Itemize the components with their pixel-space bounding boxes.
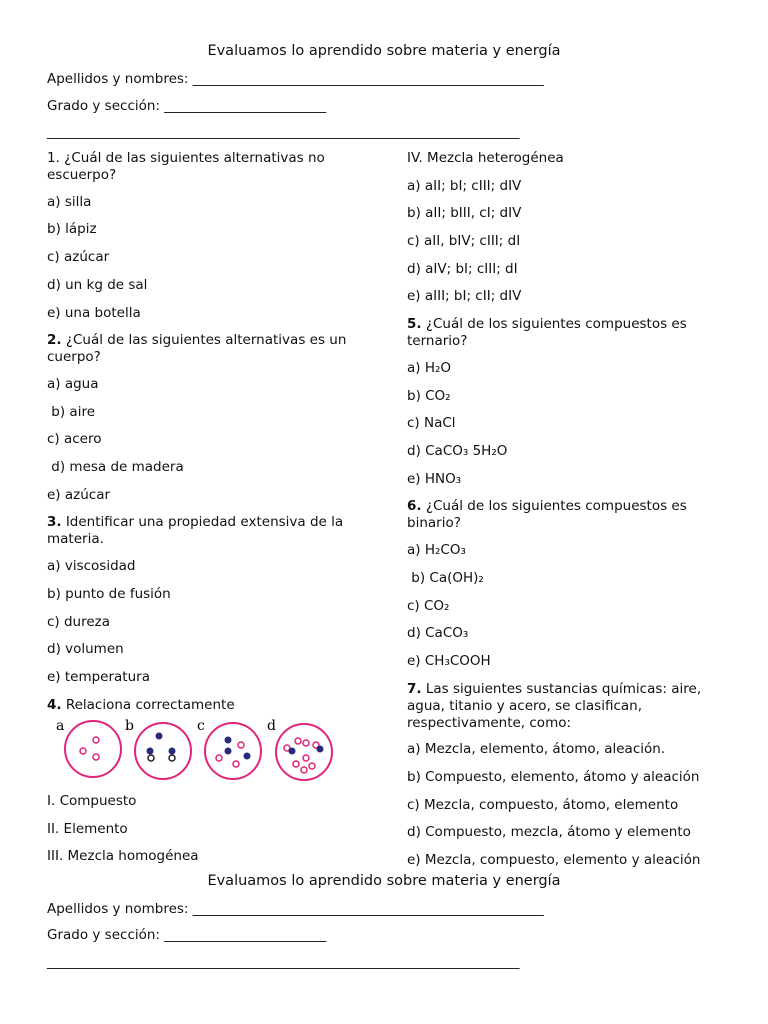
question-3 <box>47 514 357 548</box>
q1-option-e: e) una botella <box>47 304 141 321</box>
q4-option-a: a) aII; bI; cIII; dIV <box>407 177 522 194</box>
grade-field-line: Grado y sección: ________________________ <box>47 98 327 114</box>
q7-option-d: d) Compuesto, mezcla, átomo y elemento <box>407 824 691 841</box>
q7-option-b: b) Compuesto, elemento, átomo y aleación <box>407 769 700 786</box>
grade-field-line-repeat: Grado y sección: ________________________ <box>47 927 327 943</box>
diagram-label-d: d <box>267 718 276 734</box>
question-text: Identificar una propiedad extensiva de la materia. <box>47 514 344 548</box>
divider-rule: ______________________________________________________________________ <box>47 124 520 140</box>
question-number: 5. <box>407 316 422 333</box>
question-number: 4. <box>47 696 62 713</box>
q5-option-b: b) CO₂ <box>407 387 451 404</box>
q6-option-c: c) CO₂ <box>407 597 450 614</box>
q3-option-a: a) viscosidad <box>47 558 136 575</box>
diagram-label-b: b <box>125 718 134 734</box>
question-number: 7. <box>407 680 422 697</box>
question-1 <box>47 150 357 184</box>
q6-option-e: e) CH₃COOH <box>407 652 491 669</box>
q4-option-c: c) aII, bIV; cIII; dI <box>407 233 521 250</box>
q4-option-e: e) aIII; bI; cII; dIV <box>407 288 522 305</box>
right-column <box>407 150 737 880</box>
question-6 <box>407 498 737 532</box>
question-text: ¿Cuál de los siguientes compuestos es binario? <box>407 498 687 532</box>
question-7 <box>407 681 737 732</box>
question-2 <box>47 332 357 366</box>
q4-item-2: II. Elemento <box>47 820 128 837</box>
q4-item-4: IV. Mezcla heterogénea <box>407 150 564 166</box>
q3-option-e: e) temperatura <box>47 669 150 686</box>
question-number: 1. <box>47 150 60 166</box>
q1-option-b: b) lápiz <box>47 221 97 238</box>
question-5 <box>407 316 737 350</box>
q6-option-d: d) CaCO₃ <box>407 625 469 642</box>
question-number: 6. <box>407 498 422 515</box>
q4-items <box>47 793 357 876</box>
name-field-line: Apellidos y nombres: ____________________________________________________ <box>47 71 544 87</box>
question-number: 2. <box>47 332 62 349</box>
q2-option-c: c) acero <box>47 431 102 448</box>
divider-rule-repeat: ______________________________________________________________________ <box>47 954 520 970</box>
q4-item-1: I. Compuesto <box>47 793 137 809</box>
q1-option-c: c) azúcar <box>47 249 110 266</box>
q7-option-c: c) Mezcla, compuesto, átomo, elemento <box>407 796 679 813</box>
question-text: Las siguientes sustancias químicas: aire, agua, titanio y acero, se clasifican, respectivamente, como: <box>407 680 702 731</box>
q2-option-b: b) aire <box>47 403 96 420</box>
circle-c <box>205 723 261 779</box>
particle-diagram <box>50 712 350 782</box>
q5-option-d: d) CaCO₃ 5H₂O <box>407 442 508 459</box>
left-column <box>47 150 357 724</box>
q6-option-b: b) Ca(OH)₂ <box>407 569 484 586</box>
q1-option-a: a) silla <box>47 193 92 210</box>
q2-option-a: a) agua <box>47 376 99 393</box>
diagram-label-a: a <box>56 718 65 734</box>
q7-option-a: a) Mezcla, elemento, átomo, aleación. <box>407 741 666 758</box>
page-title: Evaluamos lo aprendido sobre materia y energía <box>207 43 561 59</box>
q5-option-c: c) NaCl <box>407 415 456 432</box>
question-number: 3. <box>47 514 62 531</box>
circle-a <box>65 721 121 777</box>
q2-option-d: d) mesa de madera <box>47 459 184 476</box>
q4-option-b: b) aII; bIII, cI; dIV <box>407 205 522 222</box>
diagram-label-c: c <box>197 718 205 734</box>
name-field-line-repeat: Apellidos y nombres: ____________________________________________________ <box>47 901 544 917</box>
q5-option-e: e) HNO₃ <box>407 470 462 487</box>
q2-option-e: e) azúcar <box>47 486 111 503</box>
q1-option-d: d) un kg de sal <box>47 276 148 293</box>
q6-option-a: a) H₂CO₃ <box>407 542 466 559</box>
q3-option-c: c) dureza <box>47 613 111 630</box>
question-text: ¿Cuál de las siguientes alternativas no escuerpo? <box>47 150 325 183</box>
q4-option-d: d) aIV; bI; cIII; dI <box>407 260 518 277</box>
question-text: ¿Cuál de las siguientes alternativas es un cuerpo? <box>47 332 347 366</box>
circle-d <box>276 724 332 780</box>
q4-item-3: III. Mezcla homogénea <box>47 848 199 865</box>
q3-option-d: d) volumen <box>47 641 124 658</box>
q5-option-a: a) H₂O <box>407 359 452 376</box>
q7-option-e: e) Mezcla, compuesto, elemento y aleación <box>407 852 701 869</box>
circle-b <box>135 723 191 779</box>
page-title-repeat: Evaluamos lo aprendido sobre materia y energía <box>207 873 561 889</box>
q3-option-b: b) punto de fusión <box>47 585 171 602</box>
question-text: Relaciona correctamente <box>61 696 235 713</box>
question-text: ¿Cuál de los siguientes compuestos es ternario? <box>407 316 687 350</box>
